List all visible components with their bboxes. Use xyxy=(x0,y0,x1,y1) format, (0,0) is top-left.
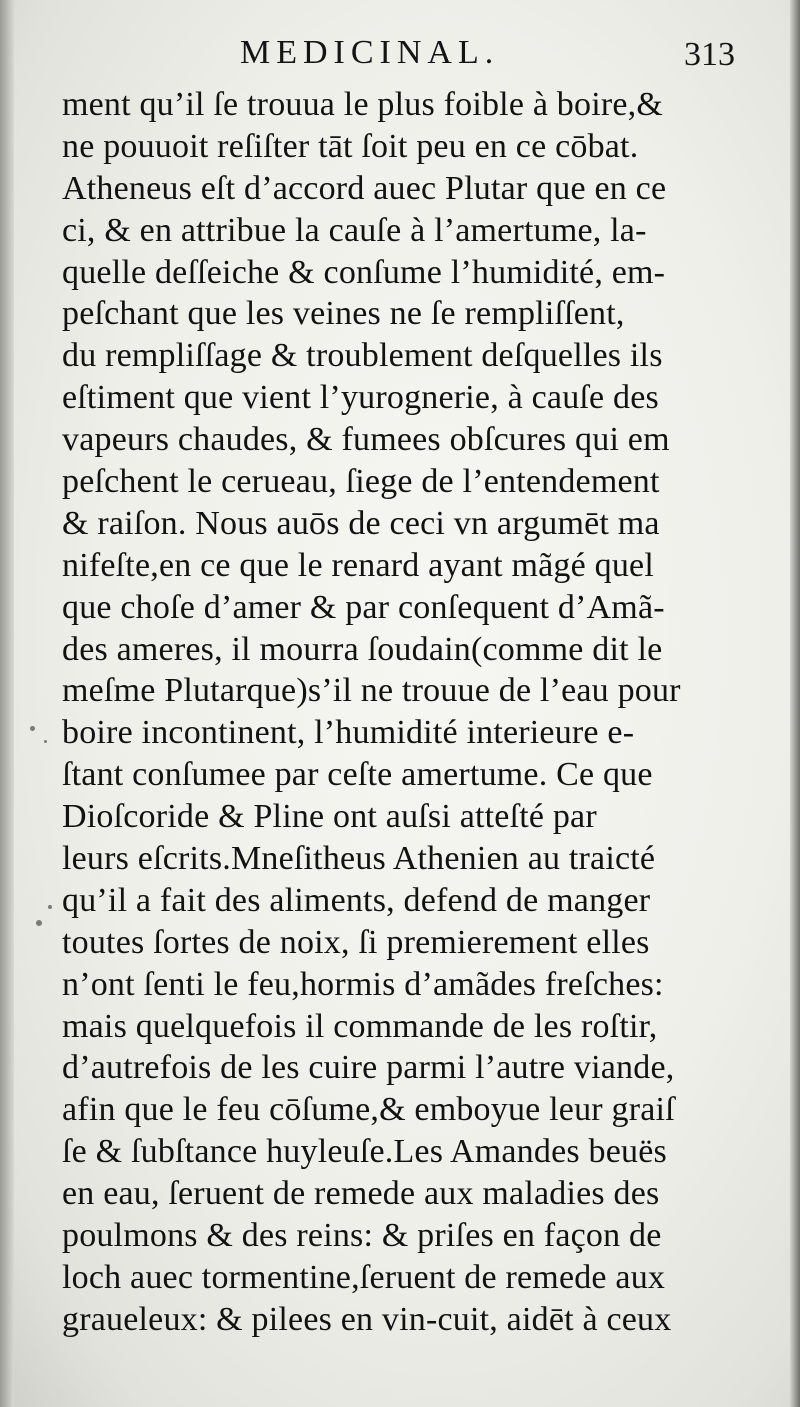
page-left-edge xyxy=(0,0,14,1407)
text-line: afin que le feu cōſume,& emboyue leur graiſ xyxy=(62,1091,675,1129)
ink-spot xyxy=(36,920,42,926)
text-line: n’ont ſenti le feu,hormis d’amãdes freſches: xyxy=(62,965,664,1003)
text-line: & raiſon. Nous auōs de ceci vn argumēt ma xyxy=(62,504,660,542)
text-line: que choſe d’amer & par conſequent d’Amã- xyxy=(62,588,665,626)
text-line: Dioſcoride & Pline ont auſsi atteſté par xyxy=(62,798,597,836)
text-line: mais quelquefois il commande de les roſtir, xyxy=(62,1007,658,1045)
page-header xyxy=(0,30,800,80)
text-line: ne pouuoit reſiſter tāt ſoit peu en ce cōbat. xyxy=(62,127,639,165)
text-line: nifeſte,en ce que le renard ayant mãgé quel xyxy=(62,546,654,584)
text-line: Atheneus eſt d’accord auec Plutar que en ce xyxy=(62,169,667,207)
ink-spot xyxy=(44,740,47,743)
text-line: peſchent le cerueau, ſiege de l’entendement xyxy=(62,463,660,501)
text-line: ſtant conſumee par ceſte amertume. Ce que xyxy=(62,756,653,794)
text-line: d’autrefois de les cuire parmi l’autre viande, xyxy=(62,1049,675,1087)
text-line: graueleux: & pilees en vin-cuit, aidēt à ceux xyxy=(62,1300,672,1338)
text-line: en eau, ſeruent de remede aux maladies des xyxy=(62,1175,660,1213)
page-right-edge xyxy=(790,0,800,1407)
text-line: boire incontinent, l’humidité interieure e- xyxy=(62,714,635,752)
text-line: toutes ſortes de noix, ſi premierement elles xyxy=(62,923,650,961)
text-line: qu’il a fait des aliments, defend de manger xyxy=(62,881,651,919)
text-line: eſtiment que vient l’yurognerie, à cauſe des xyxy=(62,379,659,417)
text-line: ſe & ſubſtance huyleuſe.Les Amandes beuës xyxy=(62,1133,667,1171)
text-line: leurs eſcrits.Mneſitheus Athenien au traicté xyxy=(62,840,656,878)
text-line: du rempliſſage & troublement deſquelles ils xyxy=(62,337,663,375)
page-number: 313 xyxy=(684,36,735,73)
text-line: des ameres, il mourra ſoudain(comme dit le xyxy=(62,630,663,668)
text-line: peſchant que les veines ne ſe rempliſſent, xyxy=(62,295,625,333)
text-line: ci, & en attribue la cauſe à l’amertume, la- xyxy=(62,211,647,249)
text-line: loch auec tormentine,ſeruent de remede aux xyxy=(62,1258,666,1296)
running-title: MEDICINAL. xyxy=(240,34,500,71)
body-text xyxy=(62,84,752,1341)
text-line: quelle deſſeiche & conſume l’humidité, em- xyxy=(62,253,666,291)
text-line: ment qu’il ſe trouua le plus foible à boire,& xyxy=(62,86,664,123)
text-line: meſme Plutarque)s’il ne trouue de l’eau pour xyxy=(62,672,681,710)
text-line: poulmons & des reins: & priſes en façon de xyxy=(62,1217,662,1255)
ink-spot xyxy=(30,726,35,731)
text-line: vapeurs chaudes, & fumees obſcures qui em xyxy=(62,421,670,459)
ink-spot xyxy=(48,905,52,909)
